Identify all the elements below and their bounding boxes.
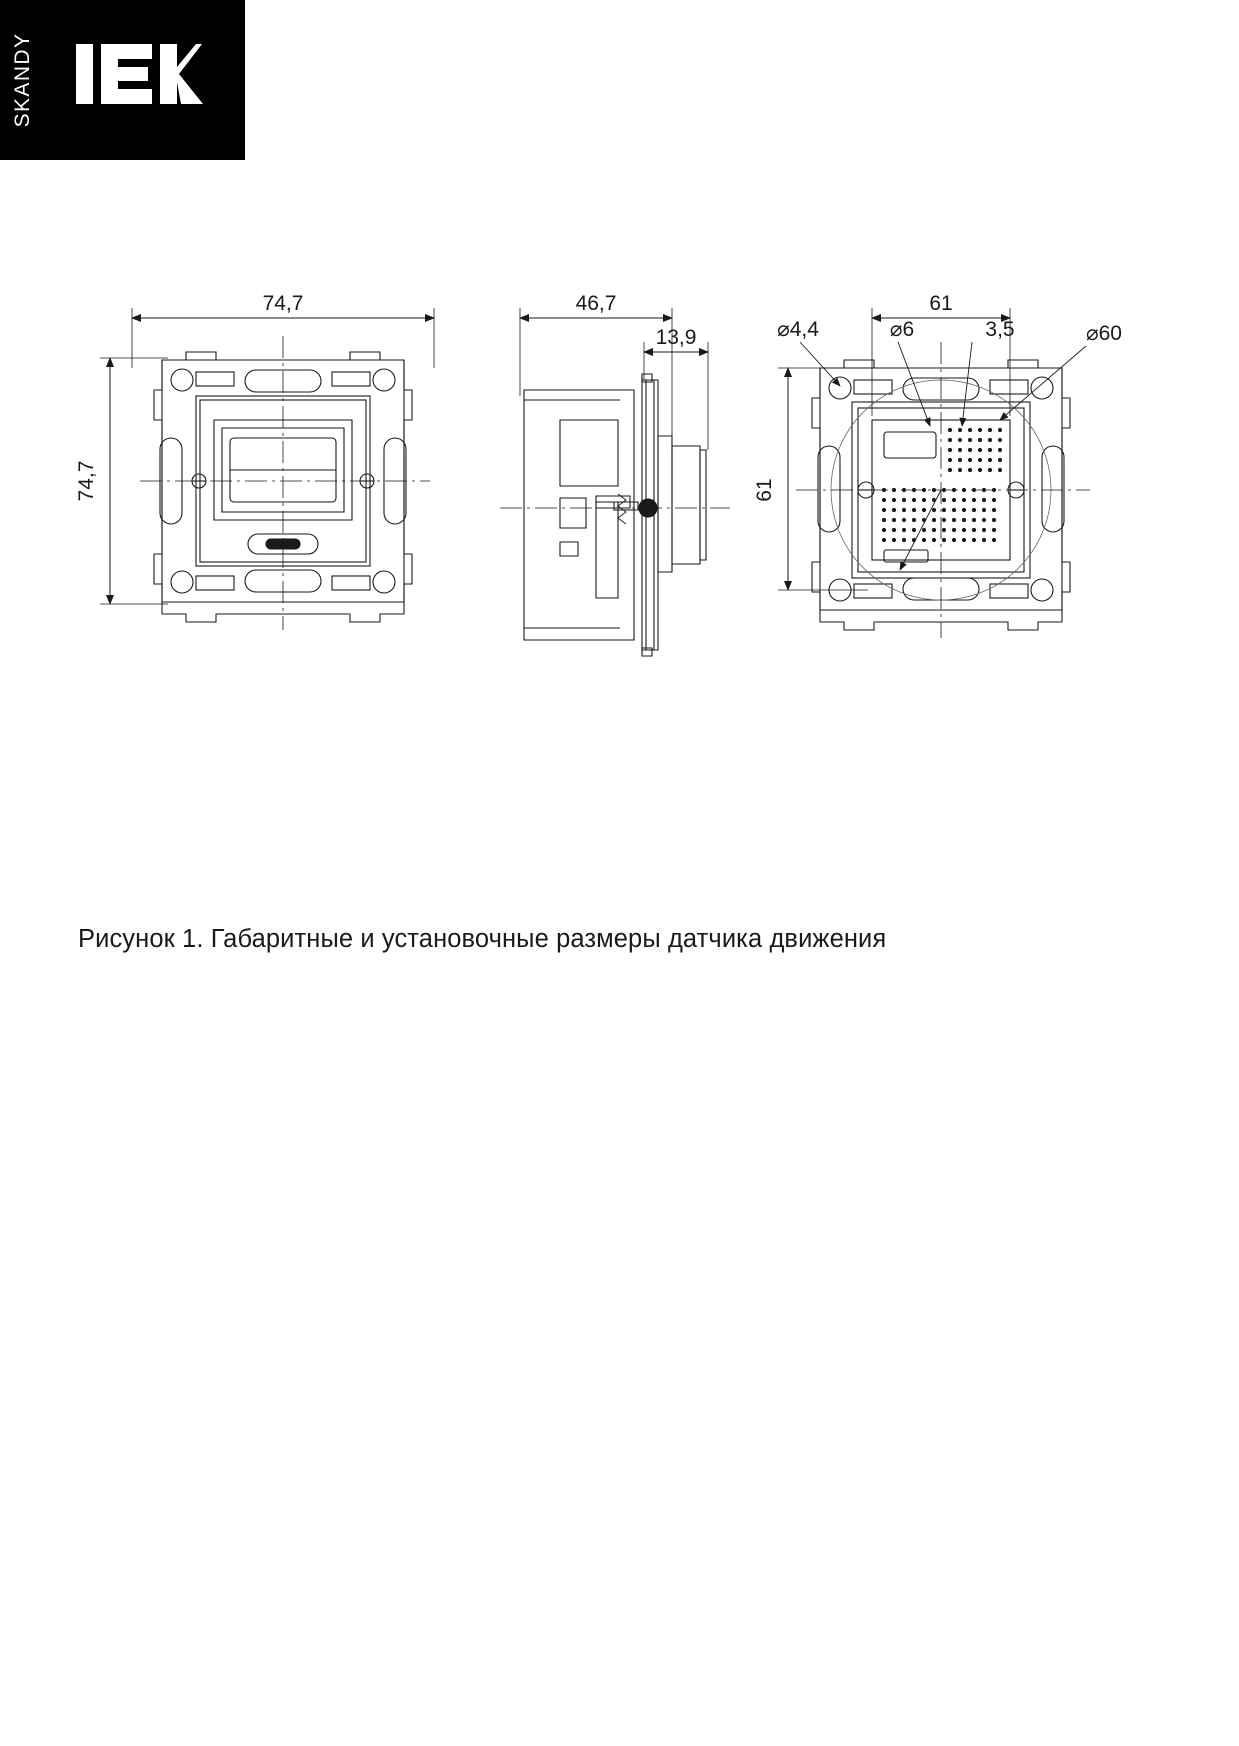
thickness-callout: 3,5	[985, 318, 1015, 341]
drawing-canvas	[0, 250, 1239, 700]
iek-logo	[74, 38, 204, 110]
brand-series-label: SKANDY	[10, 32, 34, 128]
screw-diameter-callout: ⌀6	[889, 318, 915, 341]
front-width-label: 74,7	[262, 292, 304, 315]
side-depth-label: 46,7	[575, 292, 617, 315]
side-view	[500, 308, 730, 656]
side-flange-label: 13,9	[655, 326, 697, 349]
figure-caption: Рисунок 1. Габаритные и установочные размеры датчика движения	[78, 925, 887, 953]
dimension-drawing	[0, 250, 1239, 700]
back-view	[778, 308, 1090, 638]
back-height-dimension	[778, 368, 868, 590]
brand-bar	[0, 0, 245, 160]
hole-diameter-callout: ⌀4,4	[777, 318, 819, 341]
side-depth-dimension	[520, 308, 672, 450]
back-width-label: 61	[929, 292, 953, 315]
front-height-label: 74,7	[75, 460, 98, 502]
back-height-label: 61	[753, 478, 776, 502]
front-view	[100, 308, 434, 630]
box-diameter-callout: ⌀60	[1085, 322, 1123, 345]
